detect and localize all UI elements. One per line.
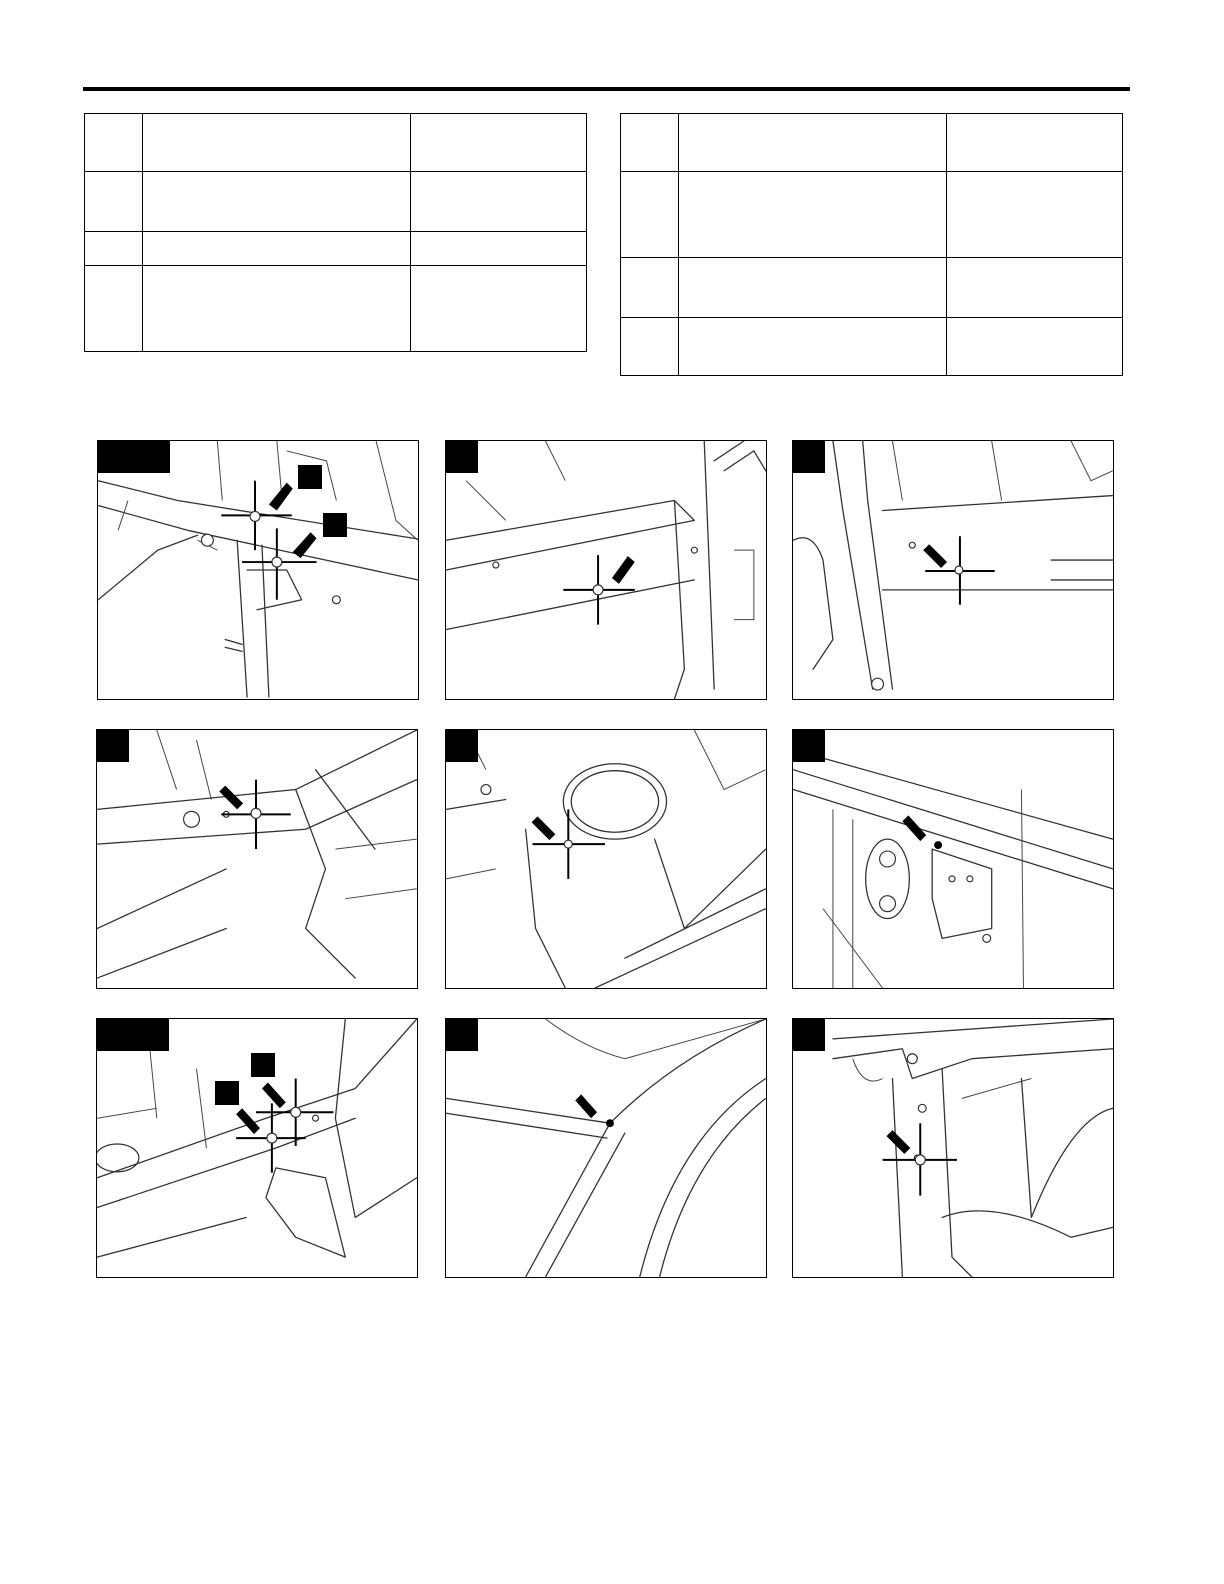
marker-overlay bbox=[793, 730, 1113, 988]
illustration-panel-6 bbox=[792, 729, 1114, 989]
table-row bbox=[621, 258, 1123, 318]
arrow-icon bbox=[219, 786, 243, 810]
table-row bbox=[621, 318, 1123, 376]
row-description bbox=[143, 172, 411, 232]
row-number bbox=[621, 172, 679, 258]
weld-point-icon bbox=[251, 808, 261, 818]
arrow-icon bbox=[575, 1094, 597, 1118]
weld-point-icon bbox=[915, 1155, 925, 1165]
arrow-icon bbox=[887, 1130, 911, 1154]
arrow-icon bbox=[923, 544, 947, 568]
weld-point-icon bbox=[267, 1133, 277, 1143]
weld-point-icon bbox=[934, 841, 942, 849]
row-number bbox=[621, 258, 679, 318]
row-description bbox=[143, 232, 411, 266]
row-number bbox=[621, 318, 679, 376]
illustration-panel-1 bbox=[97, 440, 419, 700]
row-description bbox=[679, 258, 947, 318]
row-value bbox=[947, 172, 1123, 258]
weld-point-icon bbox=[955, 566, 963, 574]
row-description bbox=[679, 114, 947, 172]
weld-point-icon bbox=[250, 511, 260, 521]
row-number bbox=[85, 266, 143, 352]
weld-point-icon bbox=[606, 1119, 614, 1127]
row-number bbox=[621, 114, 679, 172]
row-description bbox=[679, 172, 947, 258]
table-row bbox=[621, 172, 1123, 258]
weld-point-icon bbox=[593, 585, 603, 595]
table-row bbox=[85, 114, 587, 172]
row-value bbox=[411, 266, 587, 352]
marker-overlay bbox=[98, 441, 418, 699]
header-rule bbox=[83, 87, 1130, 91]
table-row bbox=[85, 172, 587, 232]
row-value bbox=[947, 318, 1123, 376]
arrow-icon bbox=[262, 1083, 286, 1109]
weld-point-icon bbox=[272, 557, 282, 567]
row-value bbox=[411, 232, 587, 266]
marker-overlay bbox=[446, 730, 766, 988]
illustration-panel-2 bbox=[445, 440, 767, 700]
marker-overlay bbox=[446, 441, 766, 699]
illustration-panel-4 bbox=[96, 729, 418, 989]
arrow-icon bbox=[902, 815, 926, 841]
illustration-panel-9 bbox=[792, 1018, 1114, 1278]
row-description bbox=[143, 266, 411, 352]
illustration-panel-5 bbox=[445, 729, 767, 989]
marker-overlay bbox=[793, 441, 1113, 699]
row-number bbox=[85, 232, 143, 266]
marker-overlay bbox=[793, 1019, 1113, 1277]
row-value bbox=[411, 114, 587, 172]
illustration-panel-3 bbox=[792, 440, 1114, 700]
row-description bbox=[679, 318, 947, 376]
arrow-icon bbox=[269, 483, 293, 511]
row-value bbox=[947, 258, 1123, 318]
arrow-icon bbox=[612, 556, 635, 584]
table-row bbox=[85, 232, 587, 266]
reference-table-left bbox=[84, 113, 587, 352]
weld-point-icon bbox=[564, 840, 572, 848]
row-number bbox=[85, 114, 143, 172]
row-value bbox=[947, 114, 1123, 172]
illustration-panel-7 bbox=[96, 1018, 418, 1278]
arrow-icon bbox=[293, 532, 317, 558]
marker-overlay bbox=[97, 730, 417, 988]
row-description bbox=[143, 114, 411, 172]
reference-table-right bbox=[620, 113, 1123, 376]
row-number bbox=[85, 172, 143, 232]
illustration-panel-8 bbox=[445, 1018, 767, 1278]
row-value bbox=[411, 172, 587, 232]
weld-point-icon bbox=[291, 1107, 301, 1117]
marker-overlay bbox=[97, 1019, 417, 1277]
arrow-icon bbox=[532, 816, 556, 840]
marker-overlay bbox=[446, 1019, 766, 1277]
table-row bbox=[621, 114, 1123, 172]
table-row bbox=[85, 266, 587, 352]
